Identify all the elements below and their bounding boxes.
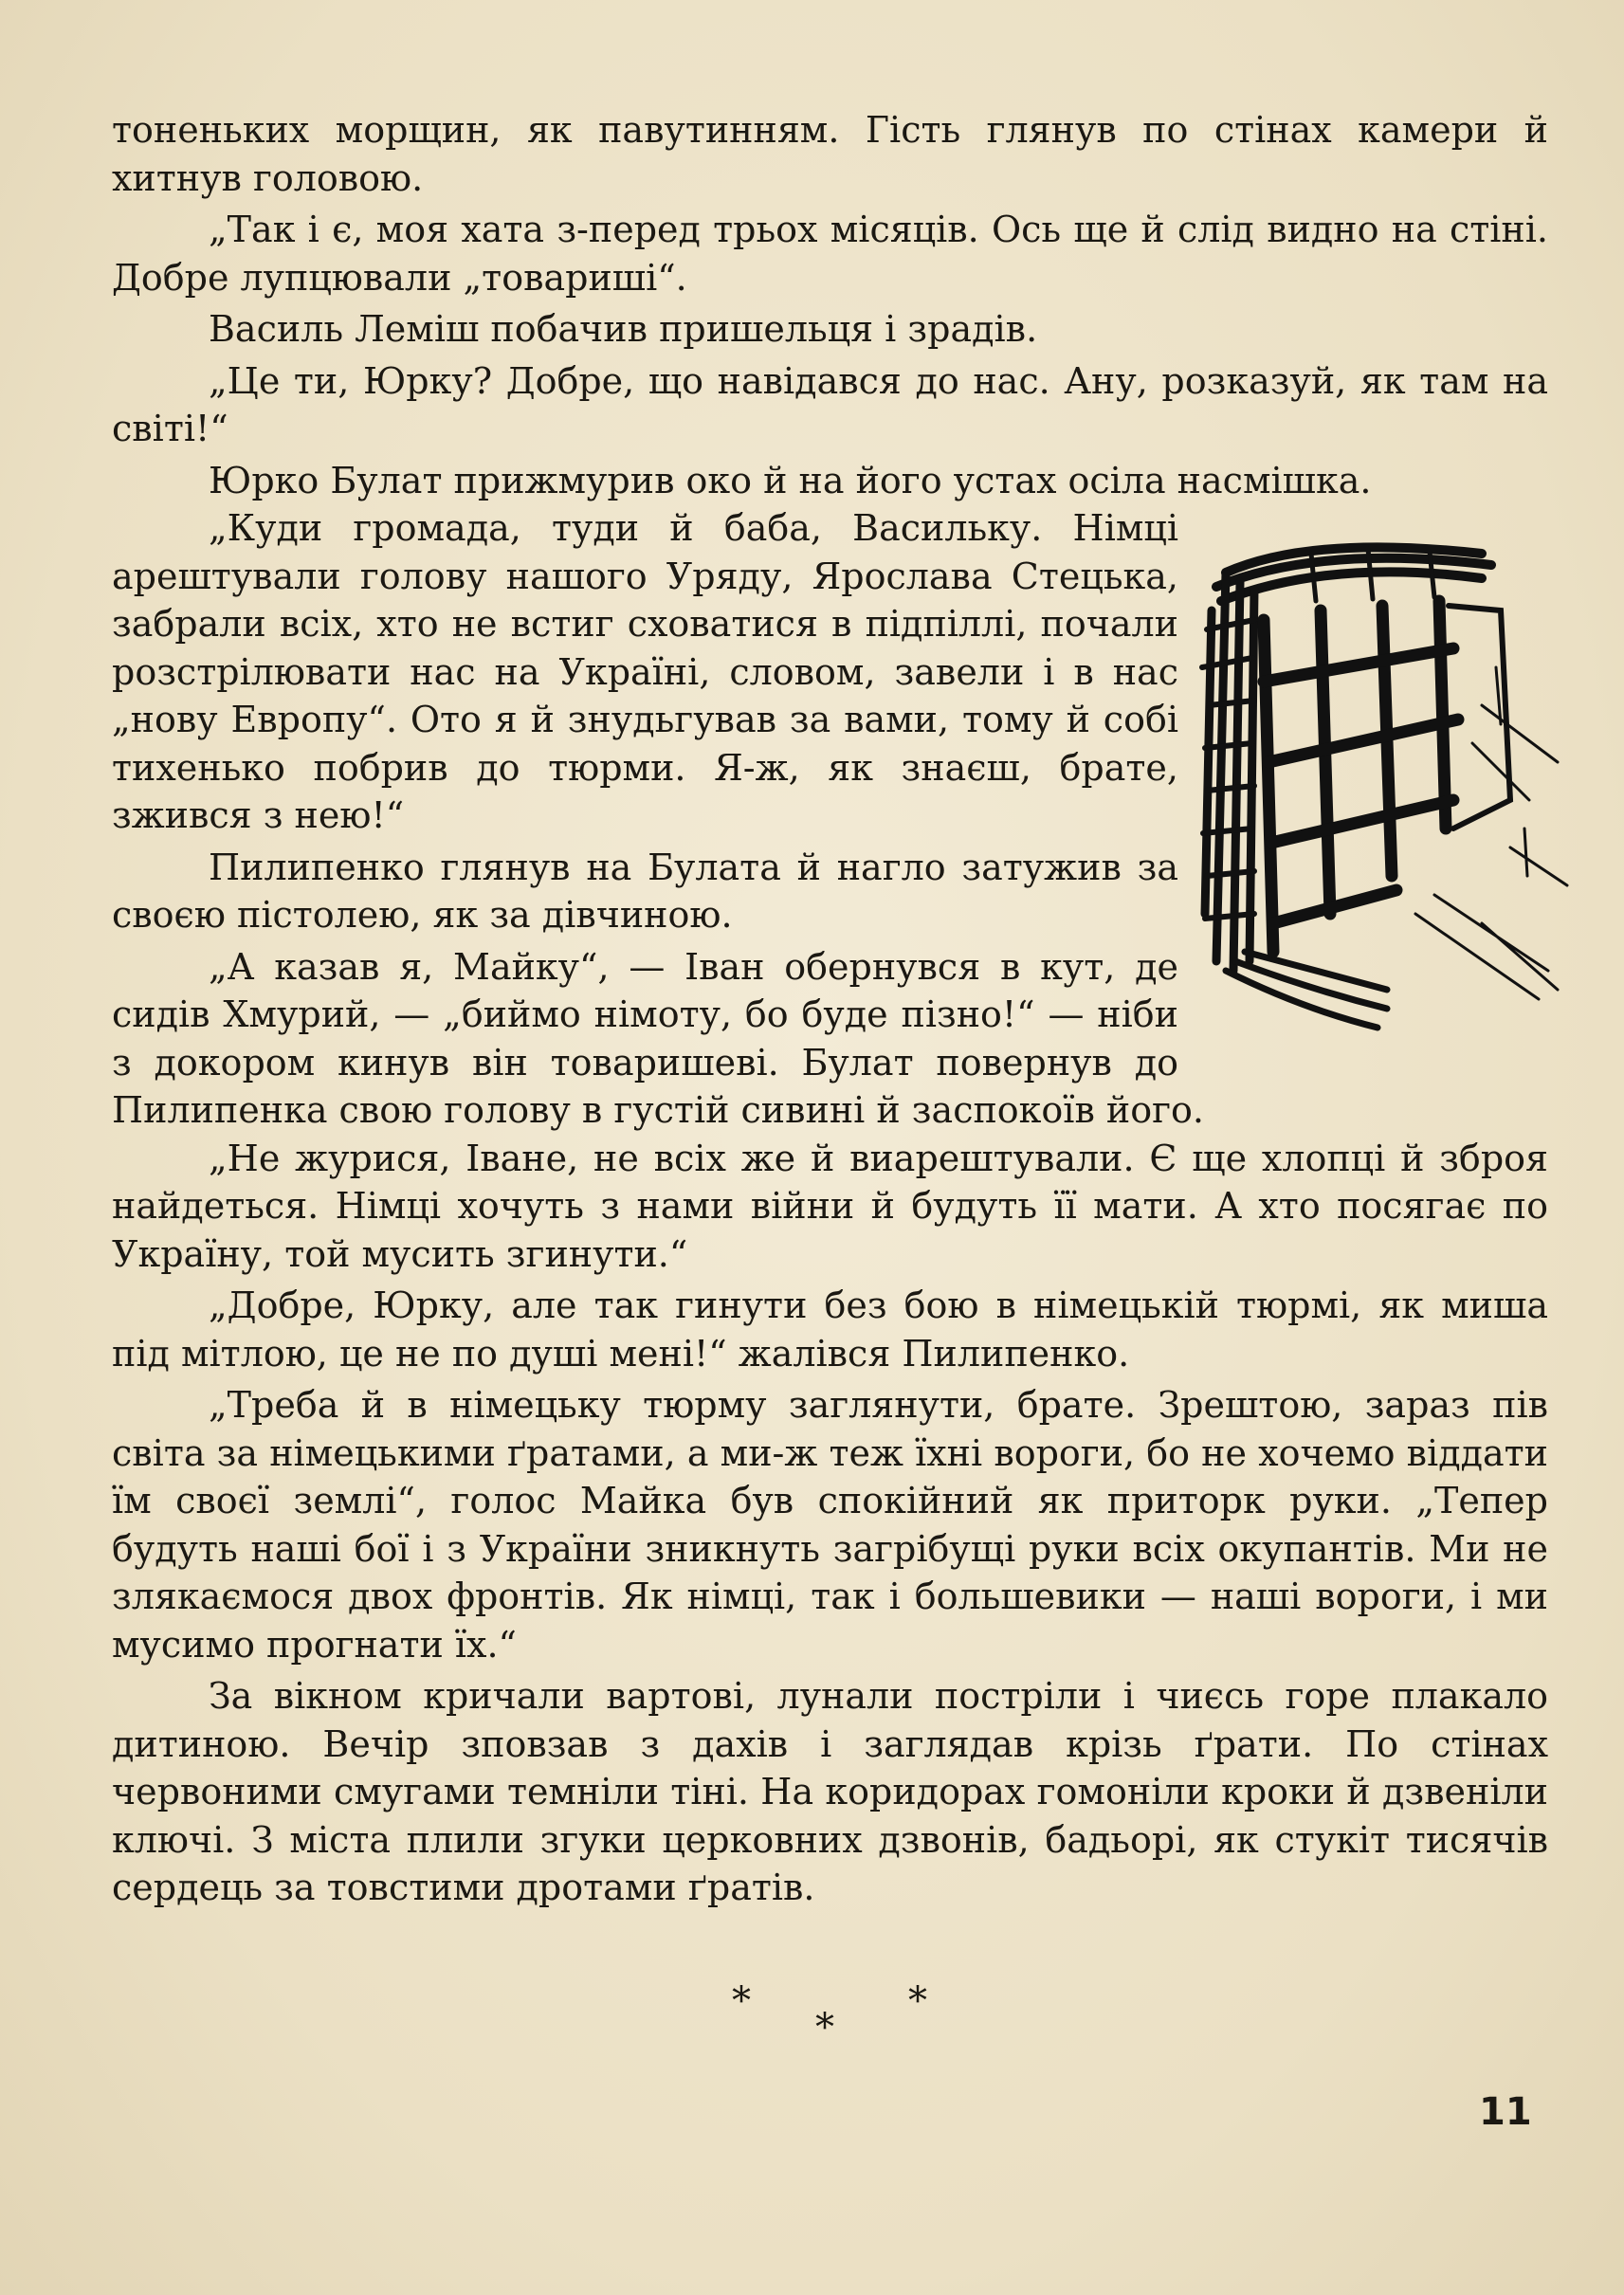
paragraph: „Куди громада, туди й баба, Васильку. Німці арештували голову нашого Уряду, Ярослава Стецька, забрали всіх, хто не встиг сховатися в підпіллі, почали розстрілювати нас на Україні, словом, завели і в нас „нову Европу“. Ото я й знудьгував за вами, тому й собі тихенько побрив до тюрми. Я-ж, як знаєш, брате, зжився з нею!“ (112, 507, 1178, 836)
paragraph: Василь Леміш побачив пришельця і зрадів. (209, 308, 1038, 350)
paragraph: Юрко Булат прижмурив око й на його устах осіла насмішка. (209, 459, 1372, 501)
paragraph: „Не журися, Іване, не всіх же й виарештували. Є ще хлопці й зброя найдеться. Німці хочуть з нами війни й будуть її мати. А хто посягає по Україну, той мусить згинути.“ (112, 1137, 1548, 1275)
section-separator (0, 1979, 1624, 2055)
separator-star: * (815, 2006, 834, 2049)
page-number: 11 (1479, 2090, 1532, 2134)
barred-window-illustration (1197, 516, 1577, 1047)
paragraph: „Так і є, моя хата з-перед трьох місяців. Ось ще й слід видно на стіні. Добре лупцювали „товариші“. (112, 209, 1548, 299)
separator-star: * (908, 1979, 927, 2023)
paragraph: За вікном кричали вартові, лунали постріли і чиєсь горе плакало дитиною. Вечір зповзав з дахів і заглядав крізь ґрати. По стінах червоними смугами темніли тіні. На коридорах гомоніли кроки й дзвеніли ключі. З міста плили згуки церковних дзвонів, бадьорі, як стукіт тисячів сердець за товстими дротами ґратів. (112, 1675, 1548, 1908)
paragraph: Пилипенко глянув на Булата й нагло затужив за своєю пістолею, як за дівчиною. (112, 846, 1178, 936)
paragraph: „Добре, Юрку, але так гинути без бою в німецькій тюрмі, як миша під мітлою, це не по душі мені!“ жалівся Пилипенко. (112, 1284, 1548, 1375)
paragraph: тоненьких морщин, як павутинням. Гість глянув по стінах камери й хитнув головою. (112, 109, 1548, 199)
body-text (112, 106, 1548, 1912)
separator-star: * (732, 1979, 751, 2023)
paragraph: „Це ти, Юрку? Добре, що навідався до нас. Ану, розказуй, як там на світі!“ (112, 359, 1548, 449)
paragraph: „Треба й в німецьку тюрму заглянути, брате. Зрештою, зараз пів світа за німецькими ґратами, а ми-ж теж їхні вороги, бо не хочемо віддати їм своєї землі“, голос Майка був спокійний як приторк руки. „Тепер будуть наші бої і з України зникнуть загрібущі руки всіх окупантів. Ми не злякаємося двох фронтів. Як німці, так і большевики — наші вороги, і ми мусимо прогнати їх.“ (112, 1384, 1548, 1666)
paragraph: „А казав я, Майку“, — Іван обернувся в кут, де сидів Хмурий, — „биймо німоту, бо буде пізно!“ — ніби з докором кинув він товаришеві. Булат повернув до Пилипенка свою голову в густій сивині й заспокоїв його. (112, 945, 1205, 1131)
